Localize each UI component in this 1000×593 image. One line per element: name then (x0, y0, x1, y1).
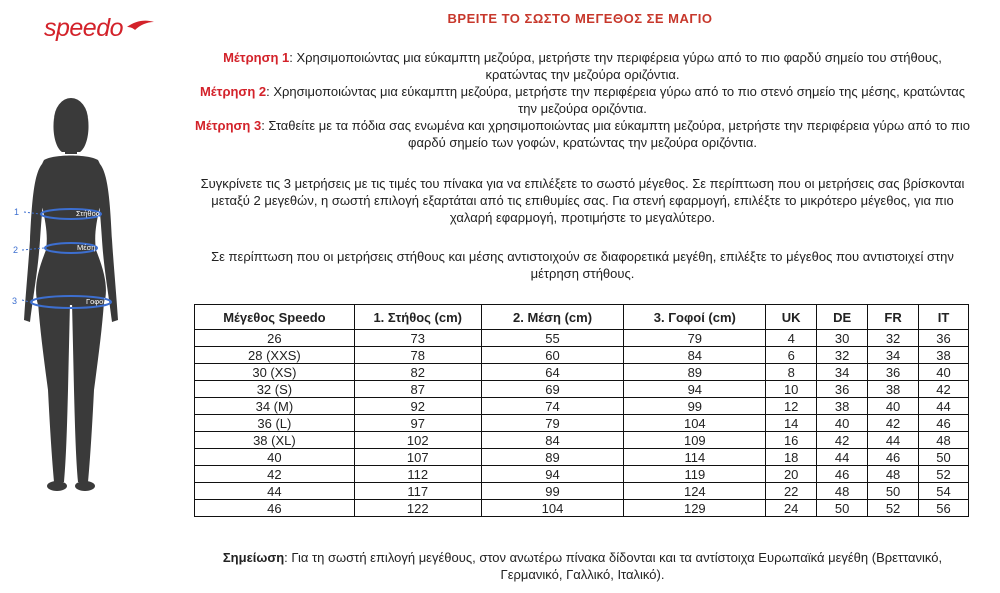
speedo-boomerang-icon (125, 19, 155, 35)
column-header: DE (817, 305, 868, 330)
table-cell: 38 (817, 398, 868, 415)
table-row (195, 483, 969, 500)
table-cell: 36 (817, 381, 868, 398)
table-cell: 36 (868, 364, 919, 381)
table-cell: 64 (481, 364, 624, 381)
table-cell: 12 (766, 398, 817, 415)
table-cell: 44 (817, 449, 868, 466)
table-cell: 14 (766, 415, 817, 432)
table-cell: 89 (481, 449, 624, 466)
table-cell: 40 (195, 449, 355, 466)
silhouette (24, 98, 118, 491)
marker-number-2: 2 (13, 245, 19, 255)
table-cell: 34 (M) (195, 398, 355, 415)
table-cell: 46 (195, 500, 355, 517)
column-header: UK (766, 305, 817, 330)
table-row (195, 347, 969, 364)
table-cell: 74 (481, 398, 624, 415)
table-cell: 34 (817, 364, 868, 381)
table-cell: 34 (868, 347, 919, 364)
table-cell: 60 (481, 347, 624, 364)
table-row (195, 415, 969, 432)
table-cell: 52 (868, 500, 919, 517)
table-cell: 30 (817, 330, 868, 347)
table-cell: 38 (868, 381, 919, 398)
marker-label-hips: Γοφοί (86, 297, 106, 306)
table-cell: 87 (354, 381, 481, 398)
compare-instructions: Συγκρίνετε τις 3 μετρήσεις με τις τιμές του πίνακα για να επιλέξετε το σωστό μέγεθος. Σε περίπτωση που οι μετρήσεις σας βρίσκονται μεταξύ 2 μεγεθών, η σωστή επιλογή εξαρτάται από τις επιθυμίες σας. Για στενή εφαρμογή, επιλέξτε το μικρότερο μέγεθος, για πιο χαλαρή εφαρμογή, προτιμήστε το μεγαλύτερο. (200, 176, 965, 225)
column-header: 2. Μέση (cm) (481, 305, 624, 330)
table-cell: 44 (868, 432, 919, 449)
table-cell: 52 (919, 466, 969, 483)
table-cell: 94 (481, 466, 624, 483)
table-cell: 46 (868, 449, 919, 466)
table-cell: 129 (624, 500, 766, 517)
table-cell: 42 (868, 415, 919, 432)
size-table (194, 304, 969, 517)
table-cell: 99 (481, 483, 624, 500)
table-row (195, 432, 969, 449)
table-cell: 30 (XS) (195, 364, 355, 381)
measurement-1-text: : Χρησιμοποιώντας μια εύκαμπτη μεζούρα, μετρήστε την περιφέρεια γύρω από το πιο φαρδύ σημείο του στήθους, κρατώντας την μεζούρα οριζόντια. (289, 50, 942, 82)
table-cell: 4 (766, 330, 817, 347)
column-header: FR (868, 305, 919, 330)
table-cell: 78 (354, 347, 481, 364)
measurement-3 (195, 117, 970, 151)
table-cell: 79 (481, 415, 624, 432)
table-cell: 42 (195, 466, 355, 483)
table-cell: 50 (919, 449, 969, 466)
table-cell: 50 (868, 483, 919, 500)
column-header: Μέγεθος Speedo (195, 305, 355, 330)
note (195, 549, 970, 583)
measurement-instructions (195, 49, 970, 151)
note-text: : Για τη σωστή επιλογή μεγέθους, στον ανωτέρω πίνακα δίδονται και τα αντίστοιχα Ευρωπαϊκά μεγέθη (Βρεττανικό, Γερμανικό, Γαλλικό, Ιταλικό). (284, 550, 943, 582)
table-cell: 94 (624, 381, 766, 398)
table-cell: 104 (481, 500, 624, 517)
table-cell: 84 (481, 432, 624, 449)
table-cell: 48 (817, 483, 868, 500)
table-cell: 22 (766, 483, 817, 500)
table-row (195, 500, 969, 517)
column-header: 3. Γοφοί (cm) (624, 305, 766, 330)
table-cell: 48 (868, 466, 919, 483)
table-cell: 8 (766, 364, 817, 381)
table-cell: 10 (766, 381, 817, 398)
table-cell: 114 (624, 449, 766, 466)
table-cell: 112 (354, 466, 481, 483)
column-header: IT (919, 305, 969, 330)
speedo-logo (44, 14, 155, 43)
table-cell: 6 (766, 347, 817, 364)
table-cell: 38 (XL) (195, 432, 355, 449)
table-cell: 48 (919, 432, 969, 449)
between-sizes-instructions: Σε περίπτωση που οι μετρήσεις στήθους και μέσης αντιστοιχούν σε διαφορετικά μεγέθη, επιλέξτε το μέγεθος που αντιστοιχεί στην μέτρηση στήθους. (211, 249, 954, 281)
table-cell: 84 (624, 347, 766, 364)
table-cell: 109 (624, 432, 766, 449)
table-cell: 32 (S) (195, 381, 355, 398)
marker-label-bust: Στήθος (76, 209, 100, 218)
marker-number-1: 1 (14, 207, 20, 217)
table-cell: 44 (195, 483, 355, 500)
table-row (195, 364, 969, 381)
measurement-1 (195, 49, 970, 83)
table-row (195, 466, 969, 483)
measurement-2-label: Μέτρηση 2 (199, 84, 267, 99)
table-cell: 79 (624, 330, 766, 347)
size-table-header (195, 305, 969, 330)
table-row (195, 381, 969, 398)
table-cell: 69 (481, 381, 624, 398)
measurement-3-text: : Σταθείτε με τα πόδια σας ενωμένα και χρησιμοποιώντας μια εύκαμπτη μεζούρα, μετρήστε την περιφέρεια γύρω από το πιο φαρδύ σημείο των γοφών, κρατώντας την μεζούρα οριζόντια. (261, 118, 970, 150)
logo-text: speedo (44, 14, 124, 42)
measurement-1-label: Μέτρηση 1 (223, 50, 290, 65)
table-row (195, 398, 969, 415)
note-label: Σημείωση (222, 550, 285, 565)
page-title: ΒΡΕΙΤΕ ΤΟ ΣΩΣΤΟ ΜΕΓΕΘΟΣ ΣΕ ΜΑΓΙΟ (447, 11, 713, 26)
table-cell: 46 (817, 466, 868, 483)
table-cell: 92 (354, 398, 481, 415)
body-figure (0, 90, 140, 510)
table-cell: 42 (919, 381, 969, 398)
table-cell: 124 (624, 483, 766, 500)
table-cell: 44 (919, 398, 969, 415)
marker-label-waist: Μέση (77, 243, 96, 252)
table-cell: 32 (817, 347, 868, 364)
table-cell: 50 (817, 500, 868, 517)
table-cell: 119 (624, 466, 766, 483)
table-cell: 99 (624, 398, 766, 415)
table-cell: 46 (919, 415, 969, 432)
measurement-3-label: Μέτρηση 3 (195, 118, 262, 133)
table-cell: 26 (195, 330, 355, 347)
table-cell: 89 (624, 364, 766, 381)
table-cell: 102 (354, 432, 481, 449)
table-cell: 117 (354, 483, 481, 500)
table-cell: 28 (XXS) (195, 347, 355, 364)
table-cell: 24 (766, 500, 817, 517)
table-cell: 104 (624, 415, 766, 432)
table-cell: 20 (766, 466, 817, 483)
table-cell: 73 (354, 330, 481, 347)
measurement-2-text: : Χρησιμοποιώντας μια εύκαμπτη μεζούρα, μετρήστε την περιφέρεια γύρω από το πιο στενό σημείο της μέσης, κρατώντας την μεζούρα οριζόντια. (266, 84, 966, 116)
table-cell: 40 (919, 364, 969, 381)
table-cell: 16 (766, 432, 817, 449)
size-table-body (195, 330, 969, 517)
table-cell: 82 (354, 364, 481, 381)
table-cell: 97 (354, 415, 481, 432)
table-row (195, 449, 969, 466)
table-row (195, 330, 969, 347)
table-cell: 122 (354, 500, 481, 517)
table-cell: 18 (766, 449, 817, 466)
table-cell: 56 (919, 500, 969, 517)
table-cell: 36 (L) (195, 415, 355, 432)
table-cell: 55 (481, 330, 624, 347)
measurement-2 (195, 83, 970, 117)
table-cell: 107 (354, 449, 481, 466)
table-cell: 42 (817, 432, 868, 449)
table-cell: 40 (817, 415, 868, 432)
table-cell: 32 (868, 330, 919, 347)
marker-number-3: 3 (12, 296, 18, 306)
table-cell: 54 (919, 483, 969, 500)
table-cell: 36 (919, 330, 969, 347)
table-cell: 40 (868, 398, 919, 415)
table-cell: 38 (919, 347, 969, 364)
column-header: 1. Στήθος (cm) (354, 305, 481, 330)
